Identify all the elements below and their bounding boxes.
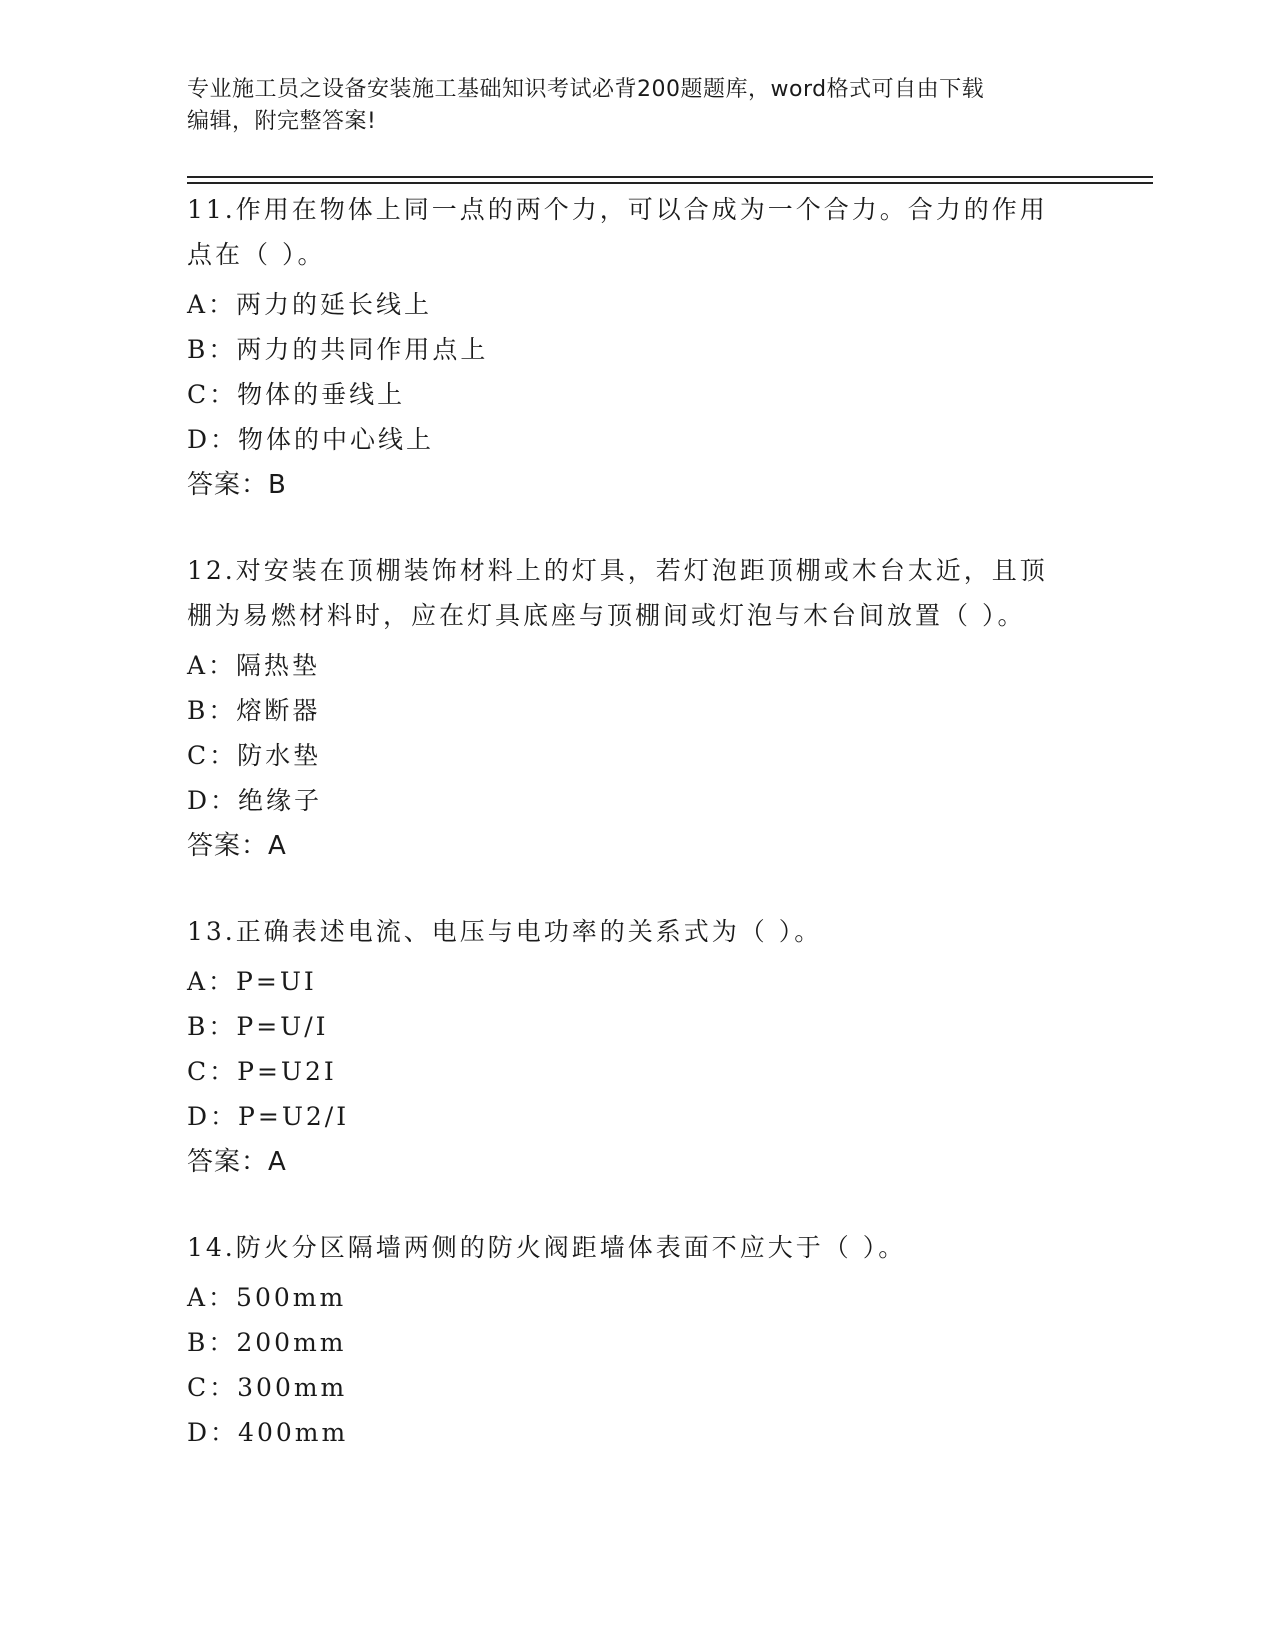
header-divider-bottom xyxy=(187,182,1153,184)
question-11-option-d: D：物体的中心线上 xyxy=(187,425,435,454)
question-14-option-d: D：400mm xyxy=(187,1418,349,1447)
question-11-answer: 答案：B xyxy=(187,470,287,500)
question-12-option-a: A：隔热垫 xyxy=(187,651,321,680)
question-12-line-1: 12.对安装在顶棚装饰材料上的灯具，若灯泡距顶棚或木台太近，且顶 xyxy=(187,556,1048,585)
question-13-option-c: C：P=U2I xyxy=(187,1057,337,1086)
header-line-2: 编辑，附完整答案! xyxy=(187,109,377,134)
question-12-text xyxy=(187,548,1087,638)
header-divider-top xyxy=(187,176,1153,178)
question-11-option-a: A：两力的延长线上 xyxy=(187,290,433,319)
question-11-option-c: C：物体的垂线上 xyxy=(187,380,406,409)
question-13-option-d: D：P=U2/I xyxy=(187,1102,350,1131)
question-11-line-2: 点在（ ）。 xyxy=(187,240,326,269)
question-14-option-a: A：500mm xyxy=(187,1283,347,1312)
question-13-line-1: 13.正确表述电流、电压与电功率的关系式为（ ）。 xyxy=(187,917,823,946)
document-header xyxy=(187,74,1087,138)
question-12-line-2: 棚为易燃材料时，应在灯具底座与顶棚间或灯泡与木台间放置（ ）。 xyxy=(187,601,1026,630)
question-13-option-a: A：P=UI xyxy=(187,967,317,996)
question-11-option-b: B：两力的共同作用点上 xyxy=(187,335,489,364)
question-12-option-c: C：防水垫 xyxy=(187,741,322,770)
question-11-line-1: 11.作用在物体上同一点的两个力，可以合成为一个合力。合力的作用 xyxy=(187,195,1048,224)
question-14-option-b: B：200mm xyxy=(187,1328,347,1357)
question-13-text xyxy=(187,909,1087,954)
question-12-option-d: D：绝缘子 xyxy=(187,786,323,815)
question-14-option-c: C：300mm xyxy=(187,1373,348,1402)
question-13-option-b: B：P=U/I xyxy=(187,1012,329,1041)
header-line-1: 专业施工员之设备安装施工基础知识考试必背200题题库，word格式可自由下载 xyxy=(187,77,985,102)
question-11-text xyxy=(187,187,1087,277)
question-14-text xyxy=(187,1225,1087,1270)
question-14-line-1: 14.防火分区隔墙两侧的防火阀距墙体表面不应大于（ ）。 xyxy=(187,1233,907,1262)
question-13-answer: 答案：A xyxy=(187,1147,287,1177)
question-12-option-b: B：熔断器 xyxy=(187,696,321,725)
question-12-answer: 答案：A xyxy=(187,831,287,861)
